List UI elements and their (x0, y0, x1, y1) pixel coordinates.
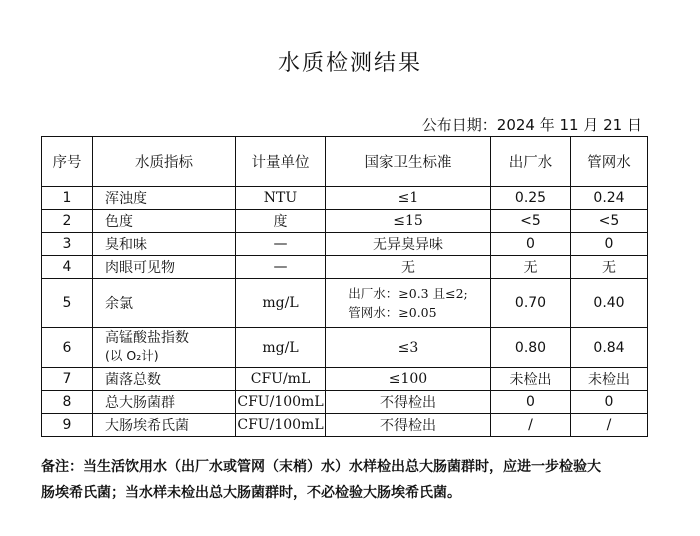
table-row (42, 414, 648, 437)
cell-indicator: 色度 (93, 210, 236, 233)
cell-factory: 0.25 (491, 187, 571, 210)
cell-standard: ≤100 (326, 368, 491, 391)
cell-indicator: 臭和味 (93, 233, 236, 256)
cell-no: 5 (42, 279, 93, 328)
cell-no: 6 (42, 328, 93, 368)
header-no: 序号 (42, 137, 93, 187)
cell-indicator: 菌落总数 (93, 368, 236, 391)
cell-network: 0.84 (571, 328, 648, 368)
table-row (42, 256, 648, 279)
cell-no: 2 (42, 210, 93, 233)
table-row (42, 368, 648, 391)
cell-network: 无 (571, 256, 648, 279)
table-row (42, 210, 648, 233)
cell-network: / (571, 414, 648, 437)
footnote (41, 454, 661, 506)
cell-no: 7 (42, 368, 93, 391)
cell-standard: 不得检出 (326, 391, 491, 414)
cell-factory: 0 (491, 233, 571, 256)
cell-unit: — (236, 233, 326, 256)
table-header-row (42, 137, 648, 187)
cell-unit: mg/L (236, 328, 326, 368)
cell-unit: NTU (236, 187, 326, 210)
standard-line-network: 管网水：≥0.05 (348, 305, 437, 320)
cell-no: 4 (42, 256, 93, 279)
header-network-water: 管网水 (571, 137, 648, 187)
cell-network: 0 (571, 233, 648, 256)
cell-standard: ≤3 (326, 328, 491, 368)
cell-factory: 0.80 (491, 328, 571, 368)
cell-no: 9 (42, 414, 93, 437)
cell-standard: ≤1 (326, 187, 491, 210)
table-row (42, 328, 648, 368)
cell-unit: 度 (236, 210, 326, 233)
cell-standard: 无 (326, 256, 491, 279)
header-standard: 国家卫生标准 (326, 137, 491, 187)
cell-unit: CFU/mL (236, 368, 326, 391)
standard-line-factory: 出厂水：≥0.3 且≤2; (348, 286, 468, 301)
cell-network: 0.24 (571, 187, 648, 210)
page-title: 水质检测结果 (277, 51, 422, 76)
header-indicator: 水质指标 (93, 137, 236, 187)
cell-factory: / (491, 414, 571, 437)
cell-no: 1 (42, 187, 93, 210)
cell-standard: ≤15 (326, 210, 491, 233)
cell-factory: 0 (491, 391, 571, 414)
cell-indicator: 肉眼可见物 (93, 256, 236, 279)
table-row (42, 233, 648, 256)
footnote-line-2: 肠埃希氏菌；当水样未检出总大肠菌群时，不必检验大肠埃希氏菌。 (41, 485, 461, 501)
cell-network: 0.40 (571, 279, 648, 328)
cell-no: 3 (42, 233, 93, 256)
footnote-line-1: 备注：当生活饮用水（出厂水或管网（末梢）水）水样检出总大肠菌群时，应进一步检验大 (41, 459, 601, 475)
header-unit: 计量单位 (236, 137, 326, 187)
indicator-sub: (以 O₂计) (105, 348, 159, 363)
table-row (42, 279, 648, 328)
cell-unit: CFU/100mL (236, 391, 326, 414)
cell-indicator: 余氯 (93, 279, 236, 328)
cell-standard (326, 279, 491, 328)
cell-factory: 0.70 (491, 279, 571, 328)
cell-indicator: 浑浊度 (93, 187, 236, 210)
cell-indicator (93, 328, 236, 368)
cell-unit: CFU/100mL (236, 414, 326, 437)
table-row (42, 187, 648, 210)
cell-indicator: 总大肠菌群 (93, 391, 236, 414)
cell-factory: 未检出 (491, 368, 571, 391)
cell-network: <5 (571, 210, 648, 233)
publish-date: 公布日期：2024 年 11 月 21 日 (421, 116, 642, 134)
header-factory-water: 出厂水 (491, 137, 571, 187)
cell-unit: — (236, 256, 326, 279)
indicator-main: 高锰酸盐指数 (105, 330, 189, 346)
cell-no: 8 (42, 391, 93, 414)
cell-factory: <5 (491, 210, 571, 233)
water-quality-table (41, 136, 648, 437)
cell-standard: 不得检出 (326, 414, 491, 437)
cell-factory: 无 (491, 256, 571, 279)
cell-unit: mg/L (236, 279, 326, 328)
cell-network: 未检出 (571, 368, 648, 391)
table-row (42, 391, 648, 414)
cell-standard: 无异臭异味 (326, 233, 491, 256)
cell-indicator: 大肠埃希氏菌 (93, 414, 236, 437)
cell-network: 0 (571, 391, 648, 414)
